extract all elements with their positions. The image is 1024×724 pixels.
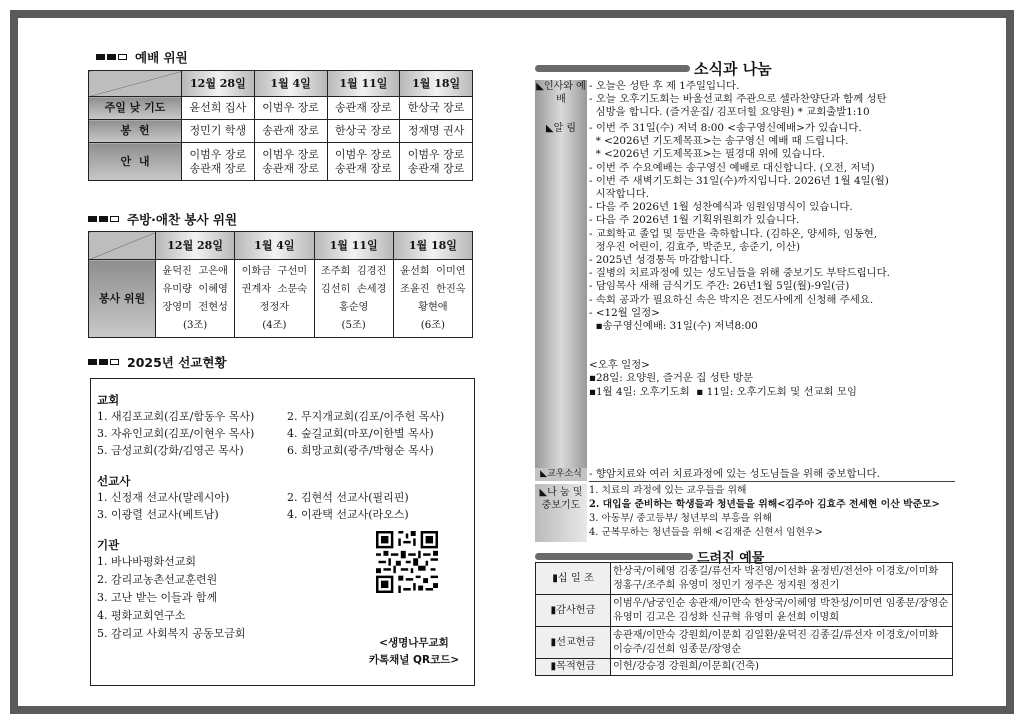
- church-heading: 교회: [97, 393, 120, 407]
- offering-names: 이헌/강승경 강원희/이문희(건축): [611, 659, 953, 676]
- list-item: 3. 고난 받는 이들과 함께: [97, 591, 218, 604]
- news-section-title: 소식과 나눔: [535, 58, 772, 79]
- date-header: 12월 28일: [182, 71, 255, 97]
- category-greeting: ◣인사와 예배: [536, 81, 586, 105]
- table-cell: 윤선희 집사: [182, 97, 255, 120]
- table-cell: 정재명 권사: [400, 120, 473, 143]
- table-cell: 이범우 장로 송관재 장로: [182, 143, 255, 181]
- date-header: 12월 28일: [156, 232, 235, 260]
- row-label: 봉 헌: [89, 120, 182, 143]
- bulletin-frame: [10, 10, 1014, 714]
- right-page: [523, 18, 948, 706]
- bullet-marks-icon: [88, 216, 119, 222]
- bullet-marks-icon: [88, 359, 119, 365]
- diagonal-cell: [89, 71, 182, 97]
- table-cell: 송관재 장로: [254, 120, 327, 143]
- offering-label: ▮감사헌금: [536, 595, 611, 627]
- row-label: 봉사 위원: [89, 260, 156, 338]
- offering-names: 한상국/이혜영 김종길/류선자 박진영/이선화 윤정빈/전선아 이경호/이미화 정홍구/조주희 유영미 정민기 정주은 정지원 정진기: [611, 563, 953, 595]
- qr-code-icon[interactable]: [376, 531, 438, 593]
- offering-section-title: 드려진 예물: [535, 547, 764, 566]
- qr-caption: <생명나무교회 카톡채널 QR코드>: [368, 637, 460, 666]
- table-cell: 이범우 장로: [254, 97, 327, 120]
- table-cell: 이화금 구선미 권계자 소문숙 정정자 (4조): [235, 260, 314, 338]
- kitchen-section-title: 주방·애찬 봉사 위원: [88, 210, 237, 228]
- worship-table: [88, 70, 473, 181]
- notice-text: - 이번 주 31일(수) 저녁 8:00 <송구영신예배>가 있습니다. * <2026년 기도제목표>는 송구영신 예배 때 드립니다. * <2026년 기도제목표>는 필경대 위에 있습니다. - 이번 주 수요예배는 송구영신 예배로 대신합니다. (오전, 저녁) - 이번 주 새벽기도회는 31일(수)까지입니다. 2026년 1월 4일(월) 시작합니다. - 다음 주 2026년 1월 성찬예식과 임원임명식이 있습니다. - 다음 주 2026년 1월 기획위원회가 있습니다. - 교회학교 졸업 및 등반을 축하합니다. (김하온, 양세하, 임동현, 정우진 어린이, 김효주, 박준모, 송준기, 이산) - 2025년 성경통독 마감합니다. - 질병의 치료과정에 있는 성도님들을 위해 중보기도 부탁드립니다. - 담임목사 새해 금식기도 주간: 26년1월 5일(월)-9일(금) - 속회 공과가 필요하신 속은 박지은 전도사에게 신청해 주세요. - <12월 일정> ▪송구영신예배: 31일(수) 저녁8:00 <오후 일정> ▪28일: 요양원, 즐거운 집 성탄 방문 ▪1월 4일: 오후기도회 ▪ 11일: 오후기도회 및 선교회 모임: [589, 122, 890, 398]
- category-prayer: ◣나 눔 및 중보기도: [535, 484, 587, 542]
- date-header: 1월 11일: [314, 232, 393, 260]
- table-cell: 한상국 장로: [400, 97, 473, 120]
- diagonal-cell: [89, 232, 156, 260]
- table-cell: 윤덕진 고은애 유미량 이혜영 장영미 전현성 (3조): [156, 260, 235, 338]
- worship-section-title: 예배 위원: [96, 48, 188, 66]
- list-item: 4. 평화교회연구소: [97, 609, 186, 622]
- greeting-text: - 오늘은 성탄 후 제 1주일입니다. - 오늘 오후기도회는 바울선교회 주관으로 셀라찬양단과 함께 성탄 심방을 합니다. (즐거운집/ 김포더힐 요양원) * 교회출발1:10: [589, 80, 887, 119]
- table-cell: 정민기 학생: [182, 120, 255, 143]
- row-label: 안 내: [89, 143, 182, 181]
- table-cell: 이범우 장로 송관재 장로: [327, 143, 400, 181]
- list-item: 5. 감리교 사회복지 공동모금회: [97, 627, 246, 640]
- mission-section-title: 2025년 선교현황: [88, 353, 227, 371]
- date-header: 1월 4일: [235, 232, 314, 260]
- list-item: 3. 이광렬 선교사(베트남) 4. 이관택 선교사(라오스): [97, 508, 409, 521]
- list-item: 2. 감리교농촌선교훈련원: [97, 573, 218, 586]
- list-item: 1. 신정재 선교사(말레시아) 2. 김현석 선교사(필리핀): [97, 491, 409, 504]
- offering-label: ▮선교헌금: [536, 627, 611, 659]
- list-item: 1. 새김포교회(김포/함동우 목사) 2. 무지개교회(김포/이주헌 목사): [97, 410, 445, 423]
- offering-table: [535, 562, 953, 676]
- table-cell: 이범우 장로 송관재 장로: [400, 143, 473, 181]
- offering-label: ▮십 일 조: [536, 563, 611, 595]
- list-item: 3. 자유인교회(김포/이현우 목사) 4. 숲길교회(마포/이한별 목사): [97, 427, 434, 440]
- date-header: 1월 18일: [393, 232, 472, 260]
- left-page: [88, 18, 483, 706]
- list-item: 5. 금성교회(강화/김영곤 목사) 6. 희망교회(광주/박형순 목사): [97, 444, 434, 457]
- date-header: 1월 4일: [254, 71, 327, 97]
- title-bar-icon: [535, 553, 693, 560]
- offering-label: ▮목적헌금: [536, 659, 611, 676]
- date-header: 1월 18일: [400, 71, 473, 97]
- prayer-text: 1. 치료의 과정에 있는 교우들을 위해 2. 대입을 준비하는 학생들과 청년들을 위해<김주아 김효주 전세현 이산 박준모> 3. 아동부/ 중고등부/ 청년부의 부흥을 위해 4. 군복무하는 청년들을 위해 <김재준 신현서 임현우>: [589, 485, 940, 538]
- list-item: 1. 바나바평화선교회: [97, 555, 196, 568]
- category-column: [535, 80, 587, 470]
- date-header: 1월 11일: [327, 71, 400, 97]
- title-bar-icon: [535, 65, 690, 72]
- category-members: ◣교우소식: [535, 468, 587, 481]
- table-cell: 윤선희 이미연 조윤진 한진옥 황현애 (6조): [393, 260, 472, 338]
- table-cell: 조주희 김경진 김선히 손세경 홍순영 (5조): [314, 260, 393, 338]
- table-cell: 이범우 장로 송관재 장로: [254, 143, 327, 181]
- kitchen-table: [88, 231, 473, 338]
- mission-box: [90, 378, 475, 686]
- table-cell: 한상국 장로: [327, 120, 400, 143]
- org-heading: 기관: [97, 538, 120, 552]
- missionary-heading: 선교사: [97, 474, 131, 488]
- members-text: - 향암치료와 여러 치료과정에 있는 성도님들을 위해 중보합니다.: [589, 468, 955, 482]
- offering-names: 송관재/이만숙 강원희/이문희 김일환/윤덕진 김종길/류선자 이경호/이미화 이승주/김선희 임종문/장영순: [611, 627, 953, 659]
- offering-names: 이범우/남궁인순 송관재/이만숙 한상국/이혜영 박찬성/이미연 임종문/장영순 유영미 김고은 김성화 신규혁 유영미 윤선희 이명희: [611, 595, 953, 627]
- row-label: 주일 낮 기도: [89, 97, 182, 120]
- category-notice: ◣알 림: [545, 123, 577, 134]
- table-cell: 송관재 장로: [327, 97, 400, 120]
- bullet-marks-icon: [96, 54, 127, 60]
